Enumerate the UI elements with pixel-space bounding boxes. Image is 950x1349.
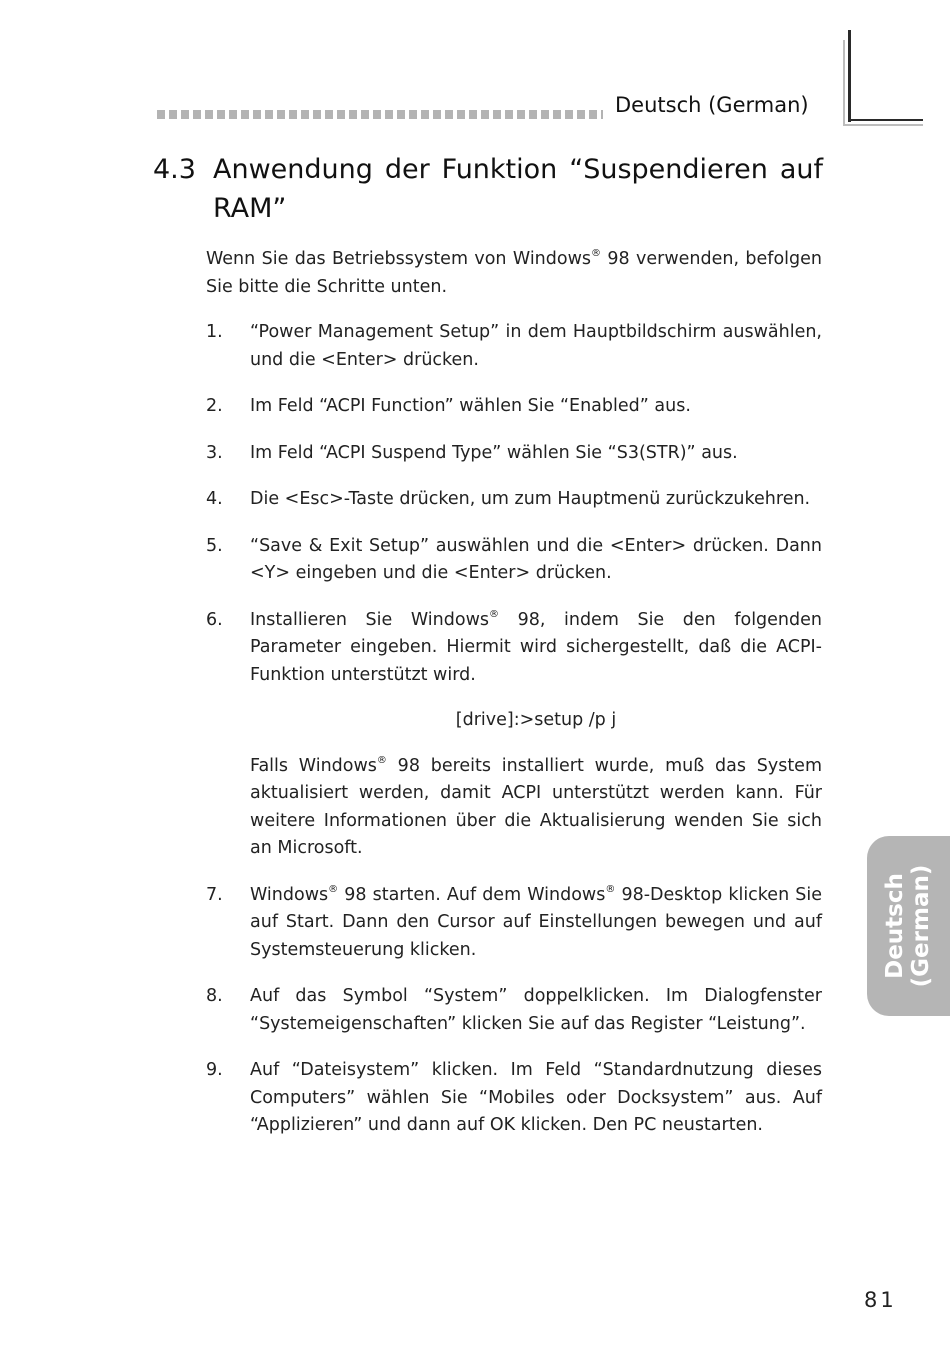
header-dotted-rule bbox=[157, 110, 603, 119]
list-item bbox=[206, 607, 822, 863]
list-item bbox=[206, 1057, 822, 1140]
intro-paragraph: Wenn Sie das Betriebssystem von Windows® 98 verwenden, befolgen Sie bitte die Schritte unten. bbox=[206, 248, 822, 297]
corner-mark-vertical bbox=[848, 30, 851, 122]
steps-list bbox=[206, 319, 822, 1159]
list-item bbox=[206, 882, 822, 965]
step-text: Auf das Symbol “System” doppelklicken. Im Dialogfenster “Systemeigenschaften” klicken Sie auf das Register “Leistung”. bbox=[250, 986, 822, 1034]
corner-mark-horizontal bbox=[848, 119, 923, 121]
step-text: Die <Esc>-Taste drücken, um zum Hauptmenü zurückzukehren. bbox=[250, 489, 811, 509]
section-number: 4.3 bbox=[153, 154, 196, 185]
step-number: 4. bbox=[206, 489, 223, 509]
step-number: 2. bbox=[206, 396, 223, 416]
step-number: 5. bbox=[206, 535, 223, 556]
side-tab-label: Deutsch (German) bbox=[882, 864, 934, 988]
corner-mark-vertical-shadow bbox=[843, 40, 845, 124]
list-item bbox=[206, 486, 822, 514]
registered-mark: ® bbox=[605, 883, 616, 895]
page-number: 81 bbox=[864, 1288, 897, 1312]
list-item bbox=[206, 319, 822, 374]
step-text: “Save & Exit Setup” auswählen und die <Enter> drücken. Dann <Y> eingeben und die <Enter> drücken. bbox=[250, 535, 822, 583]
list-item bbox=[206, 440, 822, 468]
section-title bbox=[153, 150, 823, 228]
registered-mark: ® bbox=[328, 883, 339, 895]
step-text: Auf “Dateisystem” klicken. Im Feld “Standardnutzung dieses Computers” wählen Sie “Mobiles oder Docksystem” aus. Auf “Applizieren” und dann auf OK klicken. Den PC neustarten. bbox=[250, 1060, 822, 1135]
list-item bbox=[206, 533, 822, 588]
step-text: Im Feld “ACPI Suspend Type” wählen Sie “S3(STR)” aus. bbox=[250, 442, 738, 463]
list-item bbox=[206, 983, 822, 1038]
corner-mark-horizontal-shadow bbox=[843, 124, 923, 126]
step-number: 9. bbox=[206, 1060, 223, 1080]
header-language-label: Deutsch (German) bbox=[615, 93, 809, 117]
step-text: Windows® 98 starten. Auf dem Windows® 98-Desktop klicken Sie auf Start. Dann den Cursor auf Einstellungen bewegen und auf Systemsteuerung klicken. bbox=[250, 883, 823, 960]
section-title-line1: Anwendung der Funktion “Suspendieren auf bbox=[213, 154, 823, 185]
step-number: 3. bbox=[206, 442, 223, 463]
step-text: Installieren Sie Windows® 98, indem Sie den folgenden Parameter eingeben. Hiermit wird sichergestellt, daß die ACPI-Funktion unterstützt wird. bbox=[250, 608, 822, 685]
step-number: 6. bbox=[206, 609, 223, 630]
registered-mark: ® bbox=[489, 608, 499, 620]
step-number: 1. bbox=[206, 322, 223, 342]
step-text: “Power Management Setup” in dem Hauptbildschirm auswählen, und die <Enter> drücken. bbox=[250, 322, 822, 370]
step-note: Falls Windows® 98 bereits installiert wurde, muß das System aktualisiert werden, damit ACPI unterstützt werden kann. Für weitere Informationen über die Aktualisierung wenden Sie sich an Microsoft. bbox=[250, 754, 822, 858]
section-title-line2: RAM” bbox=[213, 193, 287, 224]
registered-mark: ® bbox=[376, 754, 387, 766]
list-item bbox=[206, 393, 822, 421]
step-text: Im Feld “ACPI Function” wählen Sie “Enabled” aus. bbox=[250, 396, 691, 416]
step-number: 7. bbox=[206, 884, 223, 905]
setup-command: [drive]:>setup /p j bbox=[455, 710, 617, 730]
step-number: 8. bbox=[206, 986, 223, 1006]
registered-mark: ® bbox=[591, 248, 602, 260]
